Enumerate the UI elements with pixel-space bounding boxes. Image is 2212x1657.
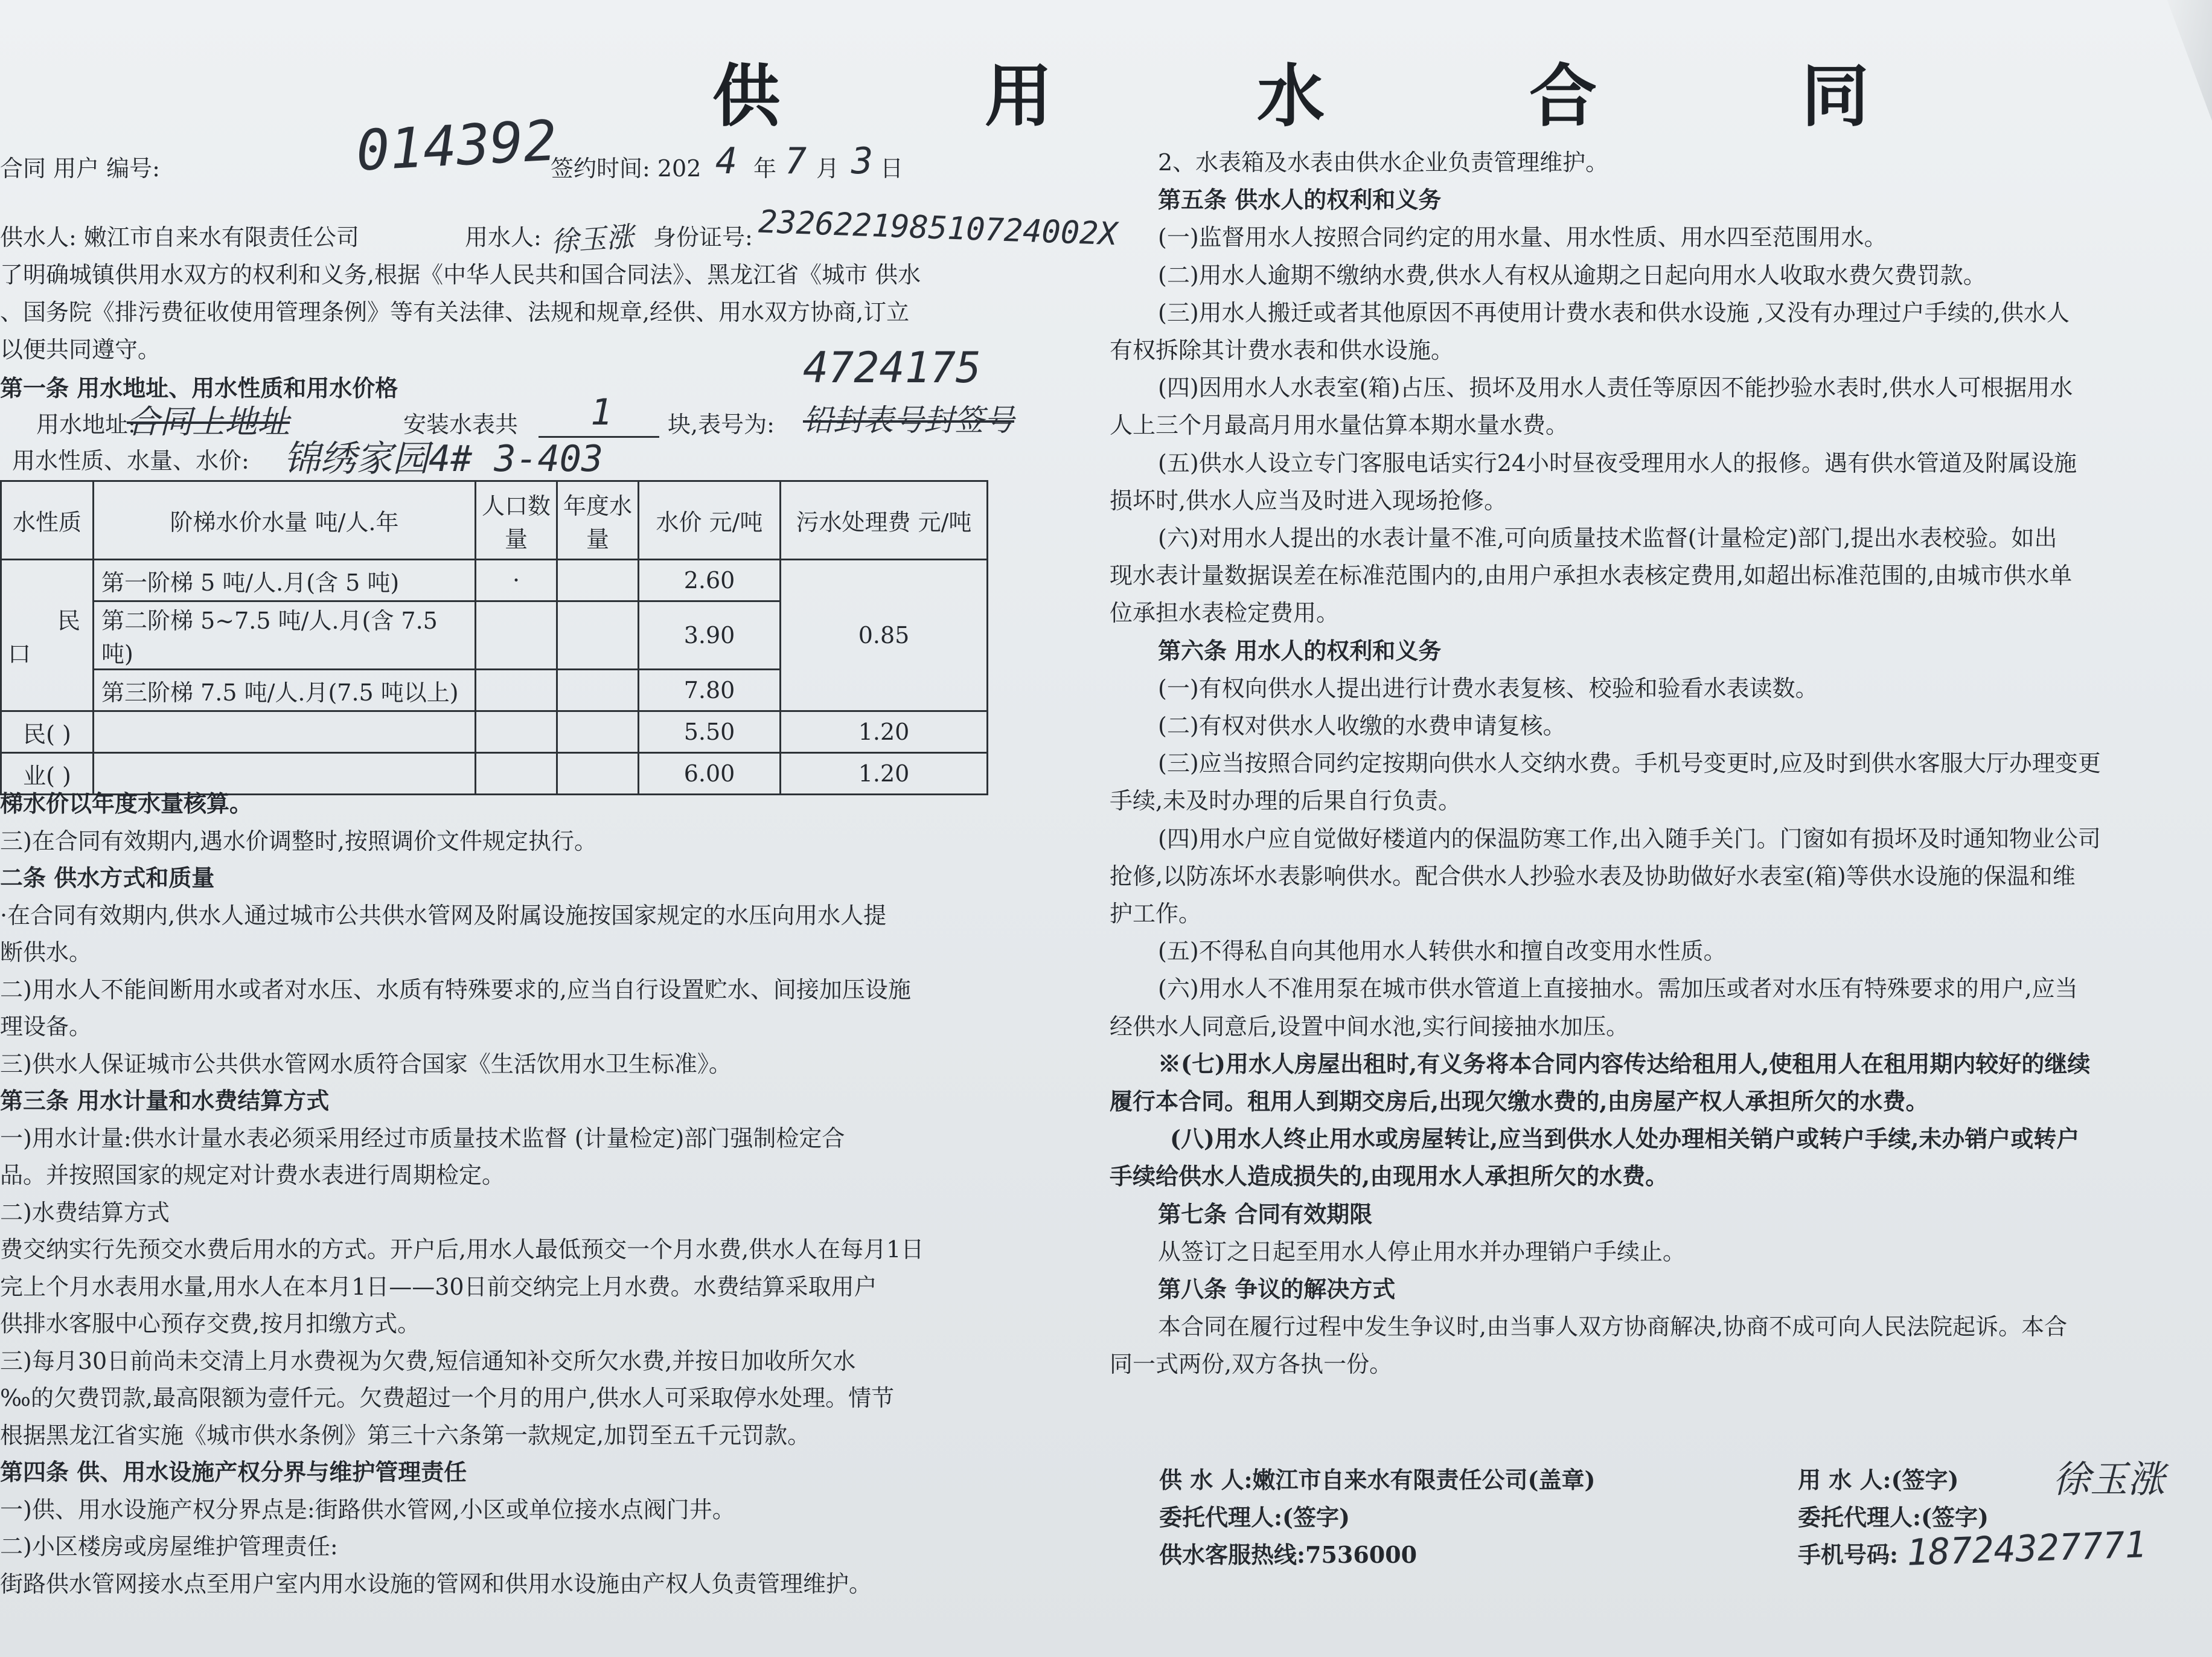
table-row [1, 560, 988, 601]
intro-line-3: 以便共同遵守。 [0, 336, 161, 363]
sign-month: 7 [785, 140, 807, 182]
left-body-line: 三)在合同有效期内,遇水价调整时,按照调价文件规定执行。 [0, 827, 597, 854]
row-4-population [476, 711, 557, 753]
right-body-line: (六)对用水人提出的水表计量不准,可向质量技术监督(计量检定)部门,提出水表校验。如出 [1158, 525, 2057, 551]
right-body-line: 护工作。 [1110, 900, 1202, 927]
left-body-line: ·在合同有效期内,供水人通过城市公共供水管网及附属设施按国家规定的水压向用水人提 [0, 902, 887, 929]
supplier-line: 供水人: 嫩江市自来水有限责任公司 [0, 224, 359, 251]
right-body-line: ※(七)用水人房屋出租时,有义务将本合同内容传达给租用人,使租用人在租用期内较好的继续 [1158, 1050, 2091, 1077]
contract-title: 供 用 水 合 同 [712, 57, 1960, 136]
id-label: 身份证号: [653, 224, 753, 251]
right-body-line: 第六条 用水人的权利和义务 [1158, 636, 1442, 664]
table-row [1, 711, 988, 753]
sign-day-unit: 日 [880, 155, 904, 182]
left-body-line: 街路供水管网接水点至用户室内用水设施的管网和供用水设施由产权人负责管理维护。 [0, 1570, 872, 1597]
contract-number-label: 合同 用户 编号: [0, 155, 160, 182]
right-body-line: 履行本合同。租用人到期交房后,出现欠缴水费的,由房屋产权人承担所欠的水费。 [1110, 1088, 1929, 1115]
phone-label: 手机号码: [1798, 1541, 1899, 1568]
sign-year: 4 [715, 140, 738, 182]
row-4-annual [557, 711, 639, 753]
left-body-line: 二条 供水方式和质量 [0, 864, 215, 891]
left-body-line: 断供水。 [0, 939, 92, 966]
right-body-line: (六)用水人不准用泵在城市供水管道上直接抽水。需加压或者对水压有特殊要求的用户,应当 [1158, 975, 2078, 1002]
right-body-line: (一)监督用水人按照合同约定的用水量、用水性质、用水四至范围用水。 [1158, 224, 1887, 251]
right-body-line: 损坏时,供水人应当及时进入现场抢修。 [1110, 487, 1507, 514]
table-header-annual-volume: 年度水量 [557, 481, 639, 560]
sign-year-unit: 年 [753, 155, 777, 182]
right-body-line: 人上三个月最高月用水量估算本期水量水费。 [1110, 412, 1569, 439]
right-body-line: (八)用水人终止用水或房屋转让,应当到供水人处办理相关销户或转户手续,未办销户或转户 [1170, 1125, 2080, 1153]
meter-count: 1 [590, 391, 613, 434]
table-header-population: 人口数量 [476, 481, 557, 560]
user-agent-line: 委托代理人:(签字) [1798, 1504, 1989, 1531]
left-body-line: 完上个月水表用水量,用水人在本月1日——30日前交纳完上月水费。水费结算采取用户 [0, 1273, 877, 1300]
row-5-sewage: 1.20 [781, 753, 988, 795]
tier-3-annual [557, 670, 639, 711]
tier-1-price: 2.60 [639, 560, 781, 601]
tier-2-population [476, 601, 557, 670]
left-body-line: 第四条 供、用水设施产权分界与维护管理责任 [0, 1458, 467, 1486]
left-body-line: 根据黑龙江省实施《城市供水条例》第三十六条第一款规定,加罚至五千元罚款。 [0, 1421, 811, 1449]
row-5-price: 6.00 [639, 753, 781, 795]
left-body-line: 理设备。 [0, 1013, 92, 1040]
user-label: 用水人: [465, 224, 542, 251]
tier-3: 第三阶梯 7.5 吨/人.月(7.5 吨以上) [94, 670, 476, 711]
meter-unit-label: 块,表号为: [668, 411, 775, 438]
residential-sewage-fee: 0.85 [781, 560, 988, 711]
right-body-line: 第七条 合同有效期限 [1158, 1200, 1373, 1228]
tier-3-price: 7.80 [639, 670, 781, 711]
tier-1-population: · [476, 560, 557, 601]
side-label-b: 口 [8, 641, 31, 667]
meter-count-label: 安装水表共 [403, 411, 519, 438]
left-body-line: 费交纳实行先预交水费后用水的方式。开户后,用水人最低预交一个月水费,供水人在每月1日 [0, 1236, 924, 1263]
right-body-line: (五)不得私自向其他用水人转供水和擅自改变用水性质。 [1158, 938, 1727, 965]
side-label-a: 民 [57, 607, 80, 634]
article-1-heading: 第一条 用水地址、用水性质和用水价格 [0, 374, 398, 402]
phone-number: 18724327771 [1905, 1524, 2147, 1574]
left-body-line: 三)每月30日前尚未交清上月水费视为欠费,短信通知补交所欠水费,并按日加收所欠水 [0, 1347, 856, 1374]
row-5-population [476, 753, 557, 795]
supplier-signature-line: 供 水 人:嫩江市自来水有限责任公司(盖章) [1159, 1466, 1596, 1493]
sign-month-unit: 月 [816, 155, 840, 182]
tier-2-price: 3.90 [639, 601, 781, 670]
user-signature: 徐玉涨 [2053, 1457, 2166, 1501]
right-body-line: 手续给供水人造成损失的,由现用水人承担所欠的水费。 [1110, 1162, 1669, 1190]
right-body-line: (三)应当按照合同约定按期向供水人交纳水费。手机号变更时,应及时到供水客服大厅办理变更 [1158, 750, 2101, 777]
sign-date-label: 签约时间: 202 [551, 155, 702, 182]
right-body-line: 经供水人同意后,设置中间水池,实行间接抽水加压。 [1110, 1013, 1629, 1040]
contract-number: 014392 [354, 108, 558, 184]
tier-2: 第二阶梯 5~7.5 吨/人.月(含 7.5 吨) [94, 601, 476, 670]
supplier-agent-line: 委托代理人:(签字) [1159, 1504, 1350, 1531]
row-4-tier [94, 711, 476, 753]
right-body-line: (三)用水人搬迁或者其他原因不再使用计费水表和供水设施 ,又没有办理过户手续的,供水人 [1158, 299, 2070, 326]
right-body-line: 2、水表箱及水表由供水企业负责管理维护。 [1158, 149, 1609, 176]
row-5-label: 业( ) [1, 753, 94, 795]
water-rate-table [0, 480, 988, 795]
row-4-price: 5.50 [639, 711, 781, 753]
left-body-line: ‰的欠费罚款,最高限额为壹仟元。欠费超过一个月的用户,供水人可采取停水处理。情节 [0, 1385, 895, 1411]
user-name-handwritten: 徐玉涨 [549, 220, 635, 258]
left-body-line: 梯水价以年度水量核算。 [0, 790, 253, 817]
sign-day: 3 [851, 140, 874, 182]
left-body-line: 二)用水人不能间断用水或者对水压、水质有特殊要求的,应当自行设置贮水、间接加压设施 [0, 976, 911, 1003]
row-4-label: 民( ) [1, 711, 94, 753]
right-body-line: 从签订之日起至用水人停止用水并办理销户手续止。 [1158, 1238, 1686, 1265]
tier-1-annual [557, 560, 639, 601]
right-body-line: (四)用水户应自觉做好楼道内的保温防寒工作,出入随手关门。门窗如有损坏及时通知物业公司 [1158, 825, 2101, 852]
table-header-price: 水价 元/吨 [639, 481, 781, 560]
right-body-line: 本合同在履行过程中发生争议时,由当事人双方协商解决,协商不成可向人民法院起诉。本合 [1158, 1313, 2068, 1341]
right-body-line: 手续,未及时办理的后果自行负责。 [1110, 787, 1462, 815]
table-residential-side [1, 560, 94, 711]
hotline-line: 供水客服热线:7536000 [1159, 1541, 1418, 1568]
right-body-line: (四)因用水人水表室(箱)占压、损坏及用水人责任等原因不能抄验水表时,供水人可根据用水 [1158, 374, 2073, 402]
intro-line-1: 了明确城镇供用水双方的权利和义务,根据《中华人民共和国合同法》、黑龙江省《城市 供水 [0, 261, 921, 288]
left-body-line: 第三条 用水计量和水费结算方式 [0, 1087, 330, 1114]
right-body-line: 位承担水表检定费用。 [1110, 600, 1340, 627]
address-struck: 合同上地址 [127, 403, 290, 441]
right-body-line: (一)有权向供水人提出进行计费水表复核、校验和验看水表读数。 [1158, 675, 1818, 702]
address-label: 用水地址: [36, 411, 136, 438]
intro-line-2: 、国务院《排污费征收使用管理条例》等有关法律、法规和规章,经供、用水双方协商,订立 [0, 299, 910, 325]
right-body-line: 同一式两份,双方各执一份。 [1110, 1351, 1393, 1378]
right-body-line: 第五条 供水人的权利和义务 [1158, 186, 1442, 214]
right-body-line: 有权拆除其计费水表和供水设施。 [1110, 337, 1454, 364]
right-body-line: 抢修,以防冻坏水表影响供水。配合供水人抄验水表及协助做好水表室(箱)等供水设施的保温和维 [1110, 862, 2076, 889]
left-body-line: 品。并按照国家的规定对计费水表进行周期检定。 [0, 1162, 505, 1188]
meter-number-handwritten: 4724175 [803, 343, 982, 393]
left-body-line: 二)水费结算方式 [0, 1199, 170, 1226]
tier-2-annual [557, 601, 639, 670]
row-4-sewage: 1.20 [781, 711, 988, 753]
user-signature-line: 用 水 人:(签字) [1798, 1466, 1959, 1493]
id-number: 232622198510724002X [758, 204, 1118, 253]
left-body-line: 一)供、用水设施产权分界点是:街路供水管网,小区或单位接水点阀门井。 [0, 1496, 735, 1523]
right-body-line: (二)有权对供水人收缴的水费申请复核。 [1158, 713, 1566, 739]
left-body-line: 二)小区楼房或房屋维护管理责任: [0, 1533, 338, 1560]
table-header-nature: 水性质 [1, 481, 94, 560]
meter-seal-struck: 铅封表号封签号 [803, 403, 1014, 438]
water-nature-label: 用水性质、水量、水价: [12, 447, 249, 474]
right-body-line: (五)供水人设立专门客服电话实行24小时昼夜受理用水人的报修。遇有供水管道及附属设施 [1158, 449, 2077, 476]
right-body-line: 现水表计量数据误差在标准范围内的,由用户承担水表核定费用,如超出标准范围的,由城市供水单 [1110, 562, 2073, 589]
table-header-sewage: 污水处理费 元/吨 [781, 481, 988, 560]
tier-3-population [476, 670, 557, 711]
table-header-tier: 阶梯水价水量 吨/人.年 [94, 481, 476, 560]
left-body-line: 三)供水人保证城市公共供水管网水质符合国家《生活饮用水卫生标准》。 [0, 1050, 732, 1077]
address-handwritten: 锦绣家园4# 3-403 [284, 438, 603, 480]
right-body-line: (二)用水人逾期不缴纳水费,供水人有权从逾期之日起向用水人收取水费欠费罚款。 [1158, 261, 1986, 289]
row-5-annual [557, 753, 639, 795]
tier-1: 第一阶梯 5 吨/人.月(含 5 吨) [94, 560, 476, 601]
left-body-line: 一)用水计量:供水计量水表必须采用经过市质量技术监督 (计量检定)部门强制检定合 [0, 1124, 845, 1152]
left-body-line: 供排水客服中心预存交费,按月扣缴方式。 [0, 1310, 421, 1337]
right-body-line: 第八条 争议的解决方式 [1158, 1275, 1396, 1303]
